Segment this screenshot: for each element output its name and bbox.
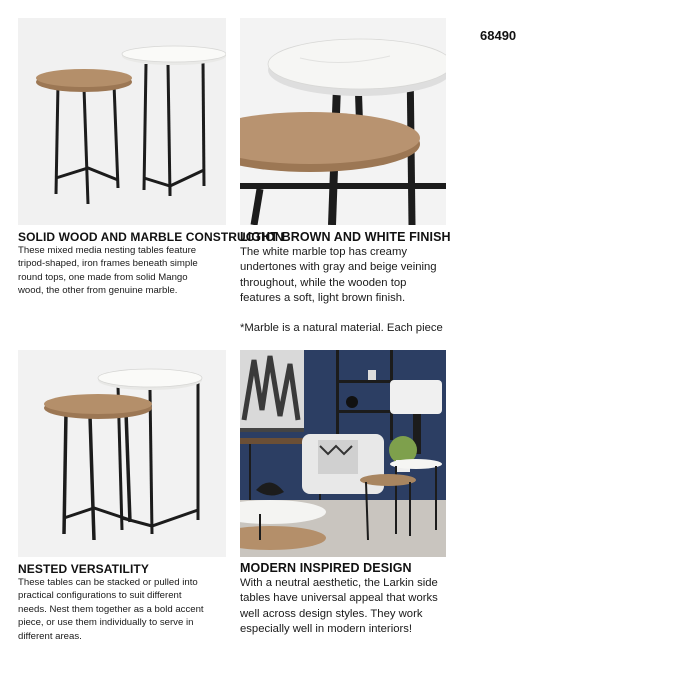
- product-image-closeup-tops: [240, 18, 446, 225]
- heading-solid-wood-marble: SOLID WOOD AND MARBLE CONSTRUCTION: [18, 230, 284, 244]
- heading-modern-design: MODERN INSPIRED DESIGN: [240, 561, 412, 575]
- product-image-nested: [18, 350, 226, 557]
- body-nested-versatility: These tables can be stacked or pulled into practical configurations to suit different needs. Nest them together as a bold accent piece, or use them individually to serve in different areas.: [18, 577, 204, 642]
- heading-nested-versatility: NESTED VERSATILITY: [18, 562, 149, 576]
- lifestyle-room-image: [240, 350, 446, 557]
- body-modern-design: With a neutral aesthetic, the Larkin side tables have universal appeal that works well across design styles. They work especially well in modern interiors!: [240, 577, 438, 635]
- product-sku: 68490: [480, 28, 517, 43]
- body-solid-wood-marble: These mixed media nesting tables feature tripod-shaped, iron frames beneath simple round tops, one made from solid Mango wood, the other from genuine marble.: [18, 245, 198, 297]
- heading-light-brown-white: LIGHT BROWN AND WHITE FINISH: [240, 230, 451, 244]
- product-image-nesting-tables: [18, 18, 226, 225]
- body-light-brown-white: The white marble top has creamy undertones with gray and beige veining throughout, while the wooden top features a soft, light brown finish. *Marble is a natural material. Each piece: [240, 246, 443, 335]
